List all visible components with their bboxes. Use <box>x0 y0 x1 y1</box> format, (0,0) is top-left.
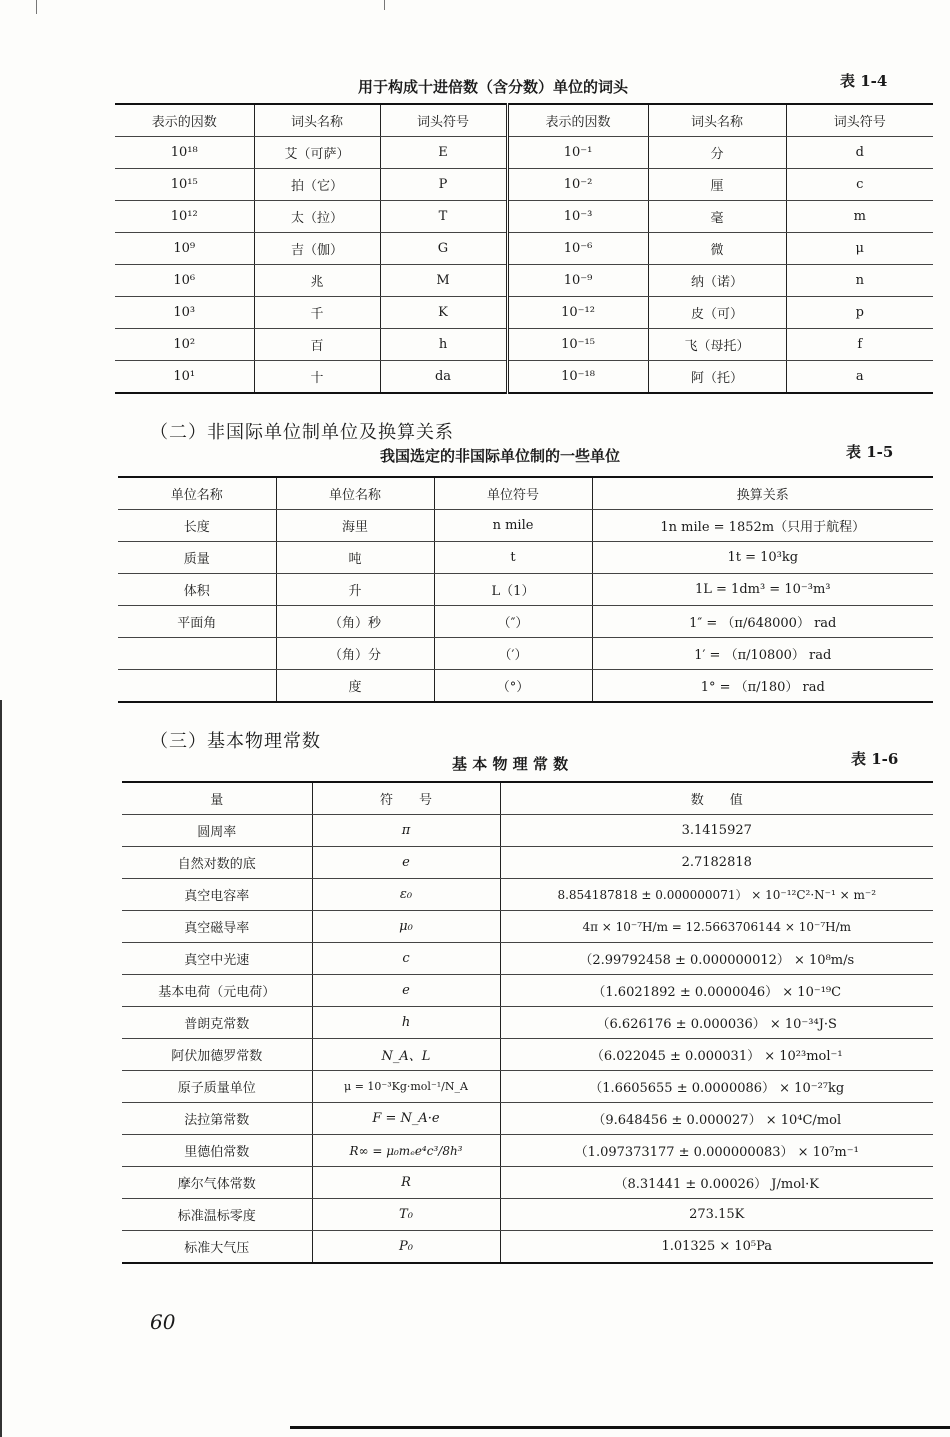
table-cell: 百 <box>254 329 380 361</box>
table-cell: 吉（伽） <box>254 233 380 265</box>
table-1-6-caption: 基 本 物 理 常 数 <box>452 755 569 773</box>
column-header: 量 <box>122 782 312 815</box>
table-cell: h <box>312 1007 500 1039</box>
column-header: 词头符号 <box>786 104 933 137</box>
table-cell: a <box>786 361 933 394</box>
table-row <box>122 1135 933 1167</box>
table-row <box>118 542 933 574</box>
table-cell: 10⁻¹² <box>507 297 648 329</box>
table-cell: （6.626176 ± 0.000036） × 10⁻³⁴J·S <box>500 1007 933 1039</box>
table-row <box>115 201 933 233</box>
column-header: 符 号 <box>312 782 500 815</box>
table-cell: N_A、L <box>312 1039 500 1071</box>
table-cell: m <box>786 201 933 233</box>
table-row <box>115 169 933 201</box>
table-cell: f <box>786 329 933 361</box>
table-row <box>115 297 933 329</box>
table-row <box>118 670 933 703</box>
table-row <box>115 265 933 297</box>
table-cell: 微 <box>648 233 786 265</box>
table-1-5-caption: 我国选定的非国际单位制的一些单位 <box>380 447 621 465</box>
table-cell: 升 <box>276 574 434 606</box>
table-cell: 1n mile = 1852m（只用于航程） <box>592 510 933 542</box>
table-cell: 自然对数的底 <box>122 847 312 879</box>
table-row <box>118 574 933 606</box>
table-header-row <box>122 782 933 815</box>
table-cell: 质量 <box>118 542 276 574</box>
table-cell: 真空中光速 <box>122 943 312 975</box>
table-cell: e <box>312 975 500 1007</box>
table-row <box>122 975 933 1007</box>
table-row <box>122 1103 933 1135</box>
table-cell: 10³ <box>115 297 254 329</box>
table-cell: 4π × 10⁻⁷H/m = 12.5663706144 × 10⁻⁷H/m <box>500 911 933 943</box>
table-cell: 8.854187818 ± 0.000000071） × 10⁻¹²C²·N⁻¹ × m⁻² <box>500 879 933 911</box>
table-cell: c <box>312 943 500 975</box>
table-cell: 阿（托） <box>648 361 786 394</box>
table-cell: d <box>786 137 933 169</box>
table-cell: 飞（母托） <box>648 329 786 361</box>
table-cell: （角）分 <box>276 638 434 670</box>
table-cell: 真空磁导率 <box>122 911 312 943</box>
table-cell: 平面角 <box>118 606 276 638</box>
table-cell: （1.6605655 ± 0.0000086） × 10⁻²⁷kg <box>500 1071 933 1103</box>
table-row <box>122 815 933 847</box>
table-cell: （°） <box>434 670 592 703</box>
table-cell: μ₀ <box>312 911 500 943</box>
table-cell: 艾（可萨） <box>254 137 380 169</box>
table-row <box>122 1199 933 1231</box>
table-cell: （″） <box>434 606 592 638</box>
column-header: 词头符号 <box>380 104 507 137</box>
table-row <box>118 510 933 542</box>
table-cell: 2.7182818 <box>500 847 933 879</box>
table-cell: （6.022045 ± 0.000031） × 10²³mol⁻¹ <box>500 1039 933 1071</box>
table-cell: 皮（可） <box>648 297 786 329</box>
table-cell: 10⁻⁶ <box>507 233 648 265</box>
page-number: 60 <box>150 1310 176 1334</box>
table-cell: K <box>380 297 507 329</box>
table-row <box>122 1007 933 1039</box>
table-cell: 吨 <box>276 542 434 574</box>
table-cell: μ <box>786 233 933 265</box>
table-cell: 兆 <box>254 265 380 297</box>
table-cell: 厘 <box>648 169 786 201</box>
table-cell <box>118 670 276 703</box>
table-cell: n <box>786 265 933 297</box>
table-cell: 273.15K <box>500 1199 933 1231</box>
table-cell: T <box>380 201 507 233</box>
table-cell: （8.31441 ± 0.00026） J/mol·K <box>500 1167 933 1199</box>
table-cell: E <box>380 137 507 169</box>
table-cell: 千 <box>254 297 380 329</box>
table-cell: 拍（它） <box>254 169 380 201</box>
table-row <box>122 1231 933 1264</box>
table-row <box>122 1039 933 1071</box>
table-cell: 长度 <box>118 510 276 542</box>
table-cell: 标准温标零度 <box>122 1199 312 1231</box>
table-cell <box>118 638 276 670</box>
table-cell: 10⁻³ <box>507 201 648 233</box>
page-bottom-rule <box>290 1426 950 1429</box>
table-cell: 1′ = （π/10800） rad <box>592 638 933 670</box>
table-cell: （1.097373177 ± 0.000000083） × 10⁷m⁻¹ <box>500 1135 933 1167</box>
column-header: 单位名称 <box>118 477 276 510</box>
table-cell: 10⁻¹ <box>507 137 648 169</box>
table-row <box>122 943 933 975</box>
table-cell: 1″ = （π/648000） rad <box>592 606 933 638</box>
table-row <box>122 879 933 911</box>
table-1-6 <box>122 781 933 1264</box>
table-cell: 法拉第常数 <box>122 1103 312 1135</box>
table-row <box>122 847 933 879</box>
column-header: 单位符号 <box>434 477 592 510</box>
table-cell: n mile <box>434 510 592 542</box>
table-1-4 <box>115 103 933 394</box>
table-cell: π <box>312 815 500 847</box>
table-cell: 原子质量单位 <box>122 1071 312 1103</box>
column-header: 表示的因数 <box>507 104 648 137</box>
table-row <box>115 137 933 169</box>
table-cell: 10⁻⁹ <box>507 265 648 297</box>
table-cell: 里德伯常数 <box>122 1135 312 1167</box>
table-cell: （1.6021892 ± 0.0000046） × 10⁻¹⁹C <box>500 975 933 1007</box>
table-cell: 1.01325 × 10⁵Pa <box>500 1231 933 1264</box>
column-header: 词头名称 <box>648 104 786 137</box>
table-row <box>115 329 933 361</box>
table-cell: （2.99792458 ± 0.000000012） × 10⁸m/s <box>500 943 933 975</box>
table-row <box>115 361 933 394</box>
table-cell: 海里 <box>276 510 434 542</box>
column-header: 数 值 <box>500 782 933 815</box>
table-cell: 10⁻¹⁸ <box>507 361 648 394</box>
table-cell: 阿伏加德罗常数 <box>122 1039 312 1071</box>
table-cell: da <box>380 361 507 394</box>
table-cell: R∞ = μ₀mₑe⁴c³/8h³ <box>312 1135 500 1167</box>
table-cell: 1t = 10³kg <box>592 542 933 574</box>
table-cell: ε₀ <box>312 879 500 911</box>
table-cell: T₀ <box>312 1199 500 1231</box>
table-cell: 10¹⁵ <box>115 169 254 201</box>
table-cell: t <box>434 542 592 574</box>
table-1-4-caption: 用于构成十进倍数（含分数）单位的词头 <box>358 78 629 96</box>
table-cell: 毫 <box>648 201 786 233</box>
table-1-6-number: 表 1-6 <box>851 750 899 768</box>
table-cell: 10⁹ <box>115 233 254 265</box>
table-cell: P <box>380 169 507 201</box>
table-cell: 普朗克常数 <box>122 1007 312 1039</box>
table-cell: c <box>786 169 933 201</box>
table-cell: 纳（诺） <box>648 265 786 297</box>
table-cell: 10⁻¹⁵ <box>507 329 648 361</box>
table-cell: 十 <box>254 361 380 394</box>
table-cell: 3.1415927 <box>500 815 933 847</box>
table-cell: 10¹² <box>115 201 254 233</box>
table-row <box>122 1071 933 1103</box>
table-cell: 10¹ <box>115 361 254 394</box>
column-header: 换算关系 <box>592 477 933 510</box>
section-heading: （三）基本物理常数 <box>150 731 321 752</box>
table-cell: 基本电荷（元电荷） <box>122 975 312 1007</box>
table-cell: F = N_A·e <box>312 1103 500 1135</box>
table-row <box>122 911 933 943</box>
table-row <box>122 1167 933 1199</box>
section-heading: （二）非国际单位制单位及换算关系 <box>150 422 454 443</box>
table-cell: 真空电容率 <box>122 879 312 911</box>
scan-mark <box>36 0 37 14</box>
table-cell: （角）秒 <box>276 606 434 638</box>
table-1-4-number: 表 1-4 <box>840 72 888 90</box>
table-cell: 10² <box>115 329 254 361</box>
table-cell: 10⁶ <box>115 265 254 297</box>
table-cell: h <box>380 329 507 361</box>
table-row <box>115 233 933 265</box>
table-cell: 体积 <box>118 574 276 606</box>
table-cell: 太（拉） <box>254 201 380 233</box>
table-row <box>118 606 933 638</box>
column-header: 单位名称 <box>276 477 434 510</box>
table-cell: 分 <box>648 137 786 169</box>
table-cell: M <box>380 265 507 297</box>
table-cell: 10⁻² <box>507 169 648 201</box>
table-1-5-number: 表 1-5 <box>846 443 894 461</box>
table-cell: （′） <box>434 638 592 670</box>
table-cell: 圆周率 <box>122 815 312 847</box>
table-cell: 10¹⁸ <box>115 137 254 169</box>
table-row <box>118 638 933 670</box>
table-cell: R <box>312 1167 500 1199</box>
table-cell: 摩尔气体常数 <box>122 1167 312 1199</box>
column-header: 表示的因数 <box>115 104 254 137</box>
scan-edge-bar <box>0 700 2 1437</box>
table-cell: G <box>380 233 507 265</box>
table-cell: 度 <box>276 670 434 703</box>
table-cell: P₀ <box>312 1231 500 1264</box>
scan-mark <box>384 0 385 10</box>
table-cell: L（1） <box>434 574 592 606</box>
column-header: 词头名称 <box>254 104 380 137</box>
table-cell: （9.648456 ± 0.000027） × 10⁴C/mol <box>500 1103 933 1135</box>
table-cell: μ = 10⁻³Kg·mol⁻¹/N_A <box>312 1071 500 1103</box>
table-header-row <box>115 104 933 137</box>
table-cell: 1L = 1dm³ = 10⁻³m³ <box>592 574 933 606</box>
table-header-row <box>118 477 933 510</box>
table-cell: p <box>786 297 933 329</box>
table-cell: 1° = （π/180） rad <box>592 670 933 703</box>
table-1-5 <box>118 476 933 703</box>
table-cell: e <box>312 847 500 879</box>
table-cell: 标准大气压 <box>122 1231 312 1264</box>
